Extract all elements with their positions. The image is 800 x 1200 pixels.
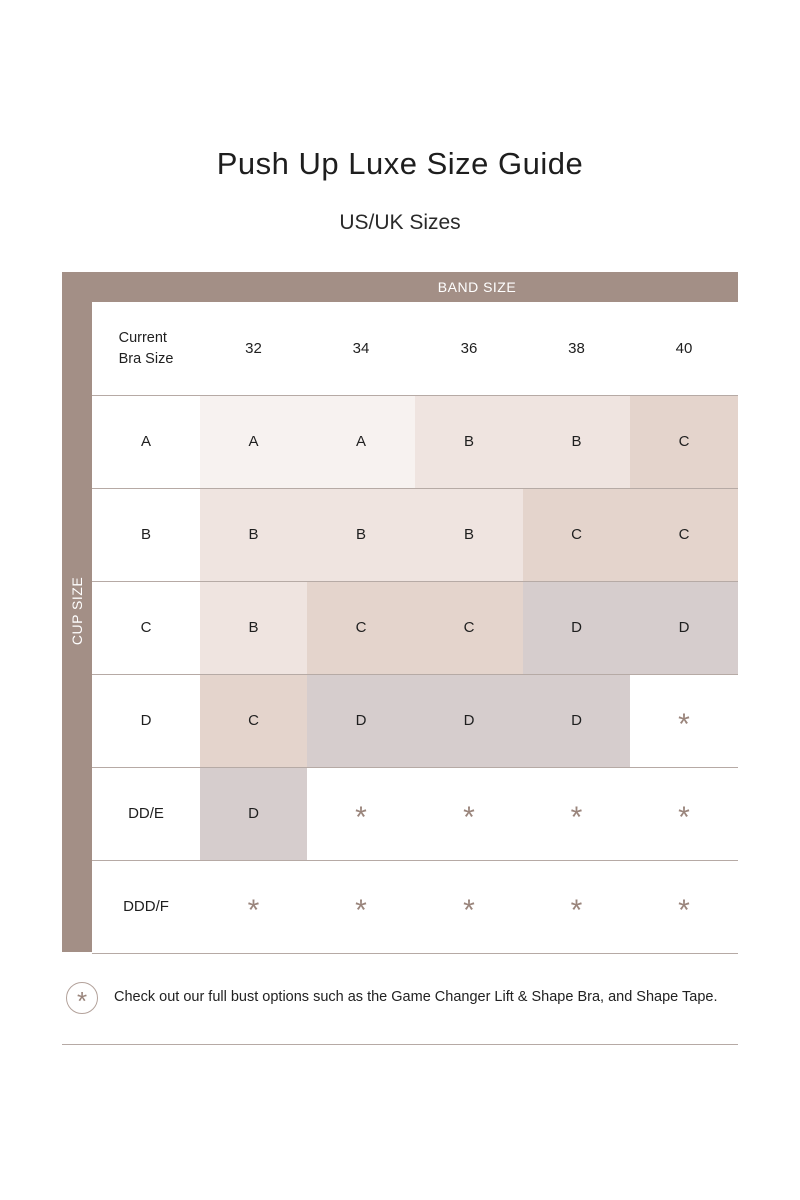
table-cell: B [415, 488, 523, 581]
table-cell: C [630, 488, 738, 581]
table-cell: B [200, 581, 307, 674]
table-cell: B [200, 488, 307, 581]
header-band-0: 32 [245, 340, 262, 357]
header-current-bra-size [92, 302, 200, 395]
row-divider [92, 953, 738, 954]
row-divider [92, 488, 738, 489]
row-divider [92, 860, 738, 861]
header-current-text [119, 328, 174, 370]
row-divider [92, 674, 738, 675]
band-size-header-bar [62, 272, 738, 302]
table-cell-asterisk: * [570, 800, 583, 834]
table-cell: D [307, 674, 415, 767]
table-cell: B [523, 395, 630, 488]
header-band-4: 40 [675, 340, 693, 357]
footnote-text: Check out our full bust options such as the Game Changer Lift & Shape Bra, and Shape Tape. [114, 989, 718, 1005]
table-cell-asterisk: * [355, 800, 367, 834]
row-divider [92, 395, 738, 396]
header-current-line1: Current [118, 329, 167, 346]
table-cell: A [200, 395, 307, 488]
row-label: DD/E [128, 805, 164, 822]
header-current-line2: Bra Size [118, 350, 174, 367]
band-size-label: BAND SIZE [437, 279, 517, 295]
row-label: DDD/F [123, 898, 169, 915]
table-cell: B [307, 488, 415, 581]
table-cell-asterisk: * [355, 893, 367, 927]
header-band-2: 36 [460, 340, 478, 357]
cup-size-label-wrapper [62, 0, 92, 1200]
table-cell: C [307, 581, 415, 674]
table-cell: D [200, 767, 307, 860]
table-cell-asterisk: * [678, 707, 690, 741]
bottom-divider [62, 1044, 738, 1045]
table-cell: A [307, 395, 415, 488]
table-cell-asterisk: * [570, 893, 583, 927]
page-title: Push Up Luxe Size Guide [216, 146, 584, 181]
row-label: D [140, 712, 152, 729]
table-cell: D [630, 581, 738, 674]
footnote [66, 982, 746, 1016]
table-cell: C [630, 395, 738, 488]
row-label: B [140, 526, 151, 543]
asterisk-icon: * [66, 982, 98, 1014]
header-band-3: 38 [568, 340, 585, 357]
table-cell: C [200, 674, 307, 767]
table-cell: C [415, 581, 523, 674]
page-subtitle: US/UK Sizes [339, 211, 461, 234]
table-cell-asterisk: * [463, 893, 475, 927]
table-cell: C [523, 488, 630, 581]
table-cell: D [523, 581, 630, 674]
row-label: C [140, 619, 152, 636]
table-cell-asterisk: * [463, 800, 475, 834]
header-band-1: 34 [352, 340, 370, 357]
row-divider [92, 767, 738, 768]
row-divider [92, 581, 738, 582]
table-cell: D [415, 674, 523, 767]
table-cell-asterisk: * [247, 893, 260, 927]
cup-size-label: CUP SIZE [69, 576, 85, 646]
table-cell: D [523, 674, 630, 767]
table-cell: B [415, 395, 523, 488]
cup-size-side-bar [62, 302, 92, 952]
size-table [92, 302, 738, 952]
row-label: A [140, 433, 151, 450]
table-cell-asterisk: * [678, 893, 690, 927]
table-cell-asterisk: * [678, 800, 690, 834]
